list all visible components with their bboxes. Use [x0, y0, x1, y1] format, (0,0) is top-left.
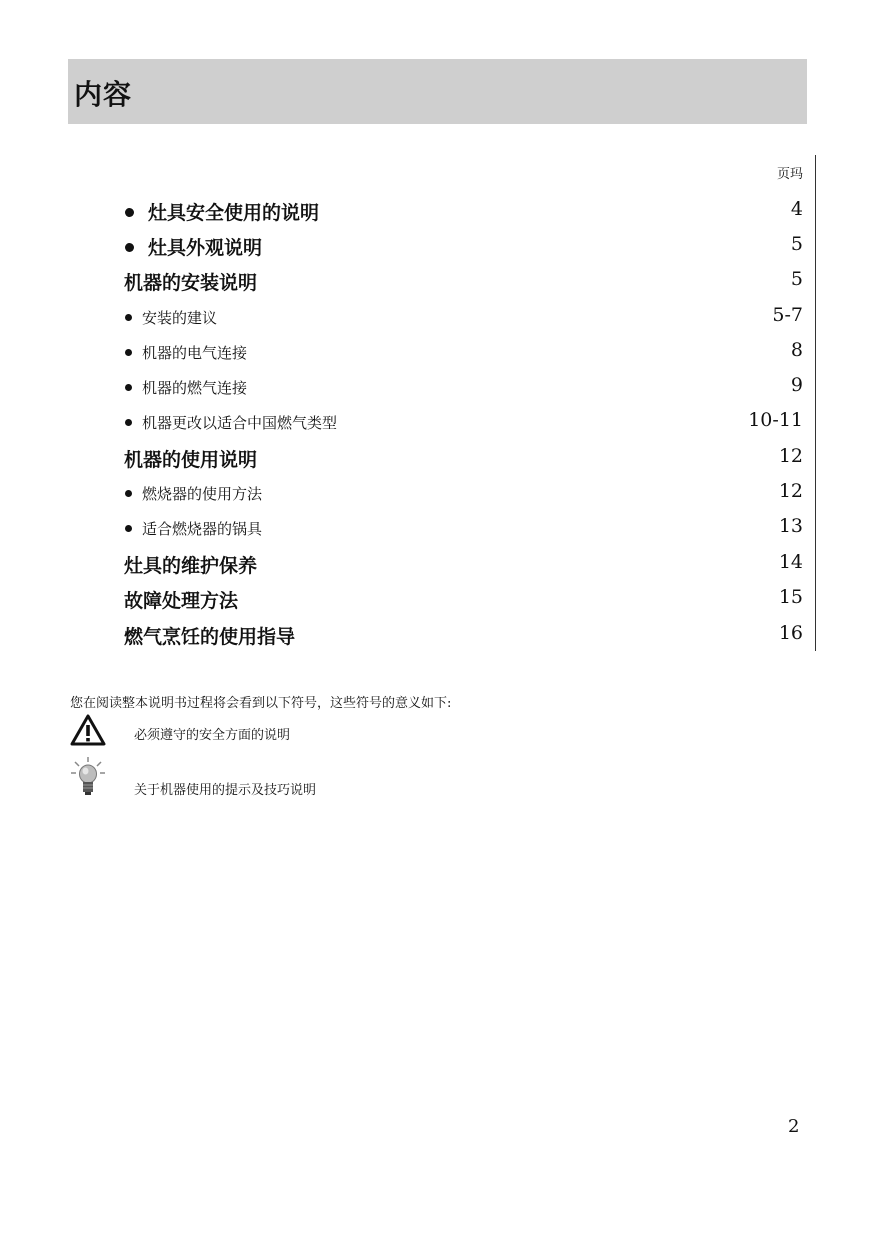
toc-row[interactable]: [68, 374, 803, 404]
page-title: 内容: [74, 78, 133, 111]
toc-row[interactable]: [68, 409, 803, 439]
bullet-icon: [125, 349, 132, 356]
toc-row-page: 5-7: [772, 304, 803, 326]
bullet-icon: [125, 384, 132, 391]
toc-row-label: 灶具安全使用的说明: [125, 198, 319, 225]
bullet-icon: [125, 525, 132, 532]
legend-item-text: 必须遵守的安全方面的说明: [134, 728, 291, 743]
toc-row-label: 机器的使用说明: [124, 449, 258, 471]
toc-row[interactable]: [68, 515, 803, 545]
page-column-label: 页玛: [776, 167, 803, 182]
toc-row-page: 4: [790, 198, 803, 220]
toc-row[interactable]: [68, 445, 803, 475]
toc-row-page: 8: [790, 339, 803, 361]
bullet-icon: [125, 314, 132, 321]
legend-item-text: 关于机器使用的提示及技巧说明: [134, 783, 317, 798]
toc-row[interactable]: [68, 233, 803, 263]
toc-row-label: 灶具外观说明: [125, 233, 262, 260]
toc-row-page: 15: [778, 586, 803, 608]
toc-row-page: 14: [778, 551, 803, 573]
toc-row-label: 机器的燃气连接: [125, 377, 247, 398]
toc-row[interactable]: [68, 304, 803, 334]
toc-row-label: 燃气烹饪的使用指导: [124, 626, 296, 648]
toc-row-label: 灶具的维护保养: [124, 555, 258, 577]
toc-row-page: 5: [790, 233, 803, 255]
toc-row-page: 5: [790, 268, 803, 290]
toc-row-label: 故障处理方法: [124, 590, 239, 612]
lightbulb-icon: [70, 756, 106, 802]
toc-row-page: 12: [778, 480, 803, 502]
toc-row-label: 燃烧器的使用方法: [125, 483, 262, 504]
toc-row[interactable]: [68, 586, 803, 616]
toc-row-label: 机器的安装说明: [124, 272, 258, 294]
toc-row-page: 12: [778, 445, 803, 467]
page-number: 2: [788, 1116, 800, 1137]
toc-row-label: 安装的建议: [125, 307, 217, 328]
toc-row-label: 机器的电气连接: [125, 342, 247, 363]
toc-row[interactable]: [68, 551, 803, 581]
toc-row[interactable]: [68, 480, 803, 510]
table-of-contents: [68, 155, 816, 651]
bullet-icon: [125, 243, 134, 252]
legend-intro: 您在阅读整本说明书过程将会看到以下符号，这些符号的意义如下:: [70, 696, 452, 711]
header-band: [68, 59, 807, 124]
toc-row[interactable]: [68, 339, 803, 369]
toc-row[interactable]: [68, 198, 803, 228]
toc-row-page: 10-11: [748, 409, 803, 431]
toc-row-label: 适合燃烧器的锅具: [125, 518, 262, 539]
toc-row-page: 9: [790, 374, 803, 396]
toc-row-label: 机器更改以适合中国燃气类型: [125, 412, 337, 433]
warning-triangle-icon: [70, 714, 106, 750]
toc-row-page: 16: [778, 622, 803, 644]
toc-row[interactable]: [68, 268, 803, 298]
toc-row-page: 13: [778, 515, 803, 537]
bullet-icon: [125, 419, 132, 426]
toc-row[interactable]: [68, 622, 803, 652]
bullet-icon: [125, 490, 132, 497]
bullet-icon: [125, 208, 134, 217]
